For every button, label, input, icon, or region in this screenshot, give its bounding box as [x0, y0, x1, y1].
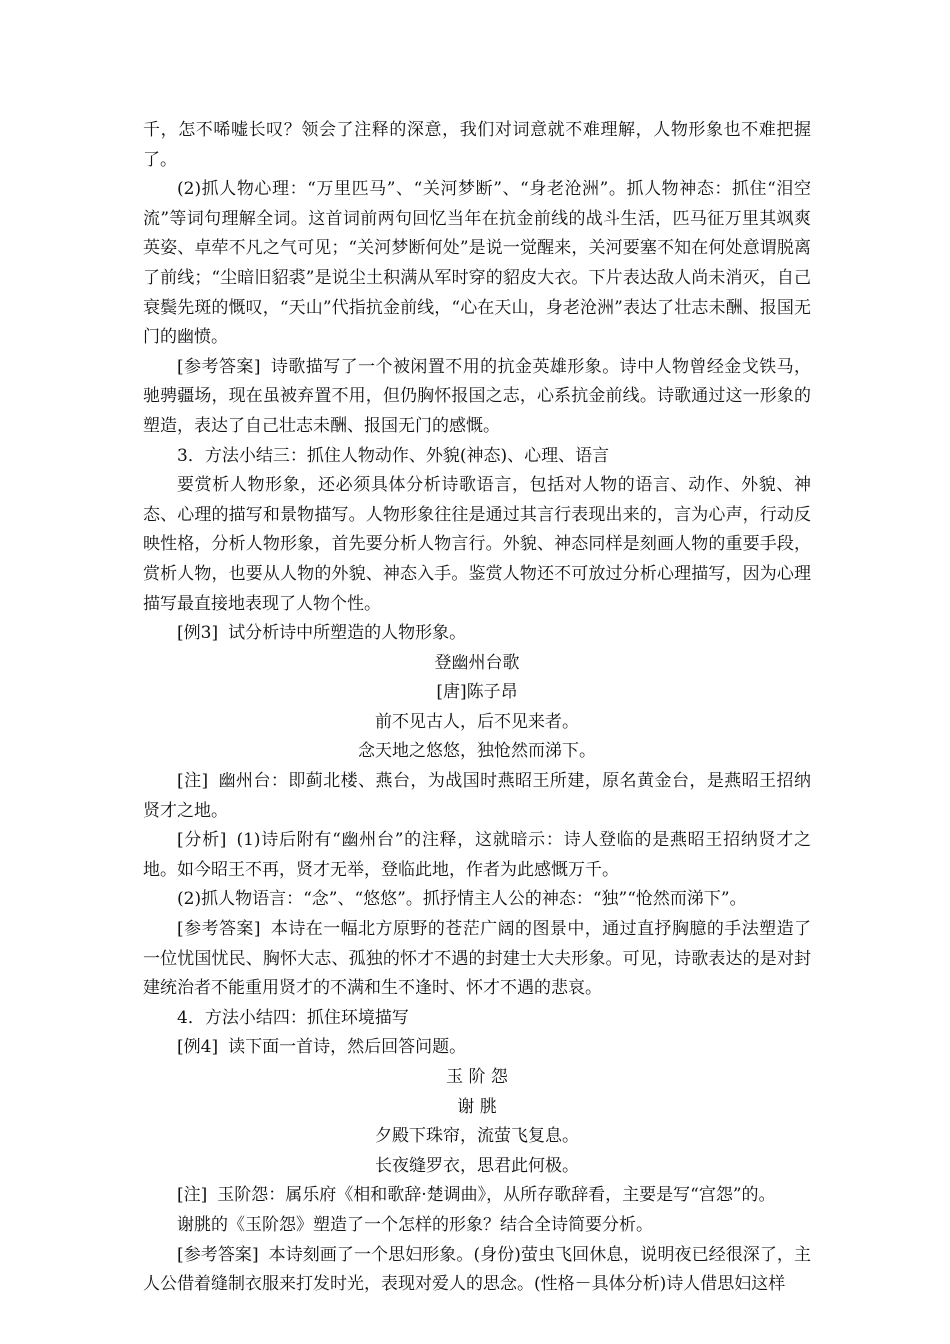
paragraph-text: 本诗在一幅北方原野的苍茫广阔的图景中，通过直抒胸臆的手法塑造了一位忧国忧民、胸怀大志、孤独的怀才不遇的封建士大夫形象。可见，诗歌表达的是对封建统治者不能重用贤才的不满和生不逢时、怀才不遇的悲哀。	[143, 919, 812, 999]
paragraph-p10	[143, 737, 811, 767]
paragraph-text: 诗歌描写了一个被闲置不用的抗金英雄形象。诗中人物曾经金戈铁马，驰骋疆场，现在虽被弃置不用，但仍胸怀报国之志，心系抗金前线。诗歌通过这一形象的塑造，表达了自己壮志未酬、报国无门的感慨。	[143, 356, 812, 436]
paragraph-p18	[143, 1093, 811, 1123]
paragraph-p17	[143, 1063, 811, 1093]
paragraph-tag: [参考答案]	[177, 1244, 259, 1265]
paragraph-p04	[143, 442, 811, 472]
paragraph-tag: [参考答案]	[177, 919, 261, 940]
paragraph-p14	[143, 915, 811, 1004]
paragraph-text: (2)抓人物心理：“万里匹马”、“关河梦断”、“身老沧洲”。抓人物神态：抓住“泪空流”等词句理解全词。这首词前两句回忆当年在抗金前线的战斗生活，匹马征万里其飒爽英姿、卓荦不凡之气可见；“关河梦断何处”是说一觉醒来，关河要塞不知在何处意谓脱离了前线；“尘暗旧貂裘”是说尘土积满从军时穿的貂皮大衣。下片表达敌人尚未消灭，自己衰鬓先斑的慨叹，“天山”代指抗金前线，“心在天山，身老沧洲”表达了壮志未酬、报国无门的幽愤。	[143, 179, 811, 348]
paragraph-text: (1)诗后附有“幽州台”的注释，这就暗示：诗人登临的是燕昭王招纳贤才之地。如今昭王不再，贤才无举，登临此地，作者为此感慨万千。	[143, 830, 811, 880]
paragraph-text: 4．方法小结四：抓住环境描写	[177, 1007, 409, 1028]
paragraph-text: 谢朓的《玉阶怨》塑造了一个怎样的形象？结合全诗简要分析。	[177, 1214, 653, 1235]
paragraph-text: 前不见古人，后不见来者。	[375, 711, 579, 732]
paragraph-p05	[143, 471, 811, 619]
paragraph-p11	[143, 767, 811, 826]
paragraph-p22	[143, 1211, 811, 1241]
paragraph-p07	[143, 649, 811, 679]
paragraph-text: 千，怎不唏嘘长叹？领会了注释的深意，我们对词意就不难理解，人物形象也不难把握了。	[143, 120, 811, 170]
paragraph-p12	[143, 826, 811, 885]
paragraph-text: 幽州台：即蓟北楼、燕台，为战国时燕昭王所建，原名黄金台，是燕昭王招纳贤才之地。	[143, 771, 811, 821]
paragraph-p02	[143, 175, 811, 353]
paragraph-text: 3．方法小结三：抓住人物动作、外貌(神态)、心理、语言	[177, 445, 610, 466]
paragraph-text: 要赏析人物形象，还必须具体分析诗歌语言，包括对人物的语言、动作、外貌、神态、心理的描写和景物描写。人物形象往往是通过其言行表现出来的，言为心声，行动反映性格，分析人物形象，首先要分析人物言行。外貌、神态同样是刻画人物的重要手段，赏析人物，也要从人物的外貌、神态入手。鉴赏人物还不可放过分析心理描写，因为心理描写最直接地表现了人物个性。	[143, 475, 811, 614]
document-body	[143, 116, 811, 1300]
paragraph-p06	[143, 619, 811, 649]
paragraph-p19	[143, 1122, 811, 1152]
paragraph-p01	[143, 116, 811, 175]
paragraph-text: 试分析诗中所塑造的人物形象。	[228, 623, 467, 644]
paragraph-p16	[143, 1033, 811, 1063]
paragraph-p20	[143, 1152, 811, 1182]
paragraph-text: 玉 阶 怨	[446, 1067, 508, 1087]
paragraph-tag: [例4]	[177, 1037, 219, 1058]
paragraph-text: (2)抓人物语言：“念”、“悠悠”。抓抒情主人公的神态：“独”“怆然而涕下”。	[177, 889, 747, 910]
paragraph-p15	[143, 1004, 811, 1034]
paragraph-p23	[143, 1241, 811, 1300]
paragraph-tag: [分析]	[177, 830, 227, 851]
paragraph-p08	[143, 678, 811, 708]
paragraph-p13	[143, 885, 811, 915]
paragraph-tag: [例3]	[177, 623, 219, 644]
paragraph-text: 长夜缝罗衣，思君此何极。	[375, 1155, 579, 1176]
paragraph-text: 读下面一首诗，然后回答问题。	[228, 1037, 467, 1058]
paragraph-tag: [注]	[177, 771, 209, 792]
paragraph-p09	[143, 708, 811, 738]
paragraph-text: 夕殿下珠帘，流萤飞复息。	[375, 1126, 579, 1147]
paragraph-p03	[143, 353, 811, 442]
paragraph-text: [唐]陈子昂	[436, 682, 518, 703]
paragraph-tag: [参考答案]	[177, 356, 261, 377]
paragraph-text: 念天地之悠悠，独怆然而涕下。	[358, 741, 596, 762]
paragraph-p21	[143, 1181, 811, 1211]
paragraph-text: 本诗刻画了一个思妇形象。(身份)萤虫飞回休息，说明夜已经很深了，主人公借着缝制衣服来打发时光，表现对爱人的思念。(性格－具体分析)诗人借思妇这样	[143, 1244, 812, 1295]
paragraph-text: 谢 朓	[457, 1096, 497, 1117]
paragraph-tag: [注]	[177, 1185, 208, 1206]
paragraph-text: 玉阶怨：属乐府《相和歌辞·楚调曲》，从所存歌辞看，主要是写“宫怨”的。	[217, 1185, 776, 1206]
paragraph-text: 登幽州台歌	[434, 652, 520, 673]
